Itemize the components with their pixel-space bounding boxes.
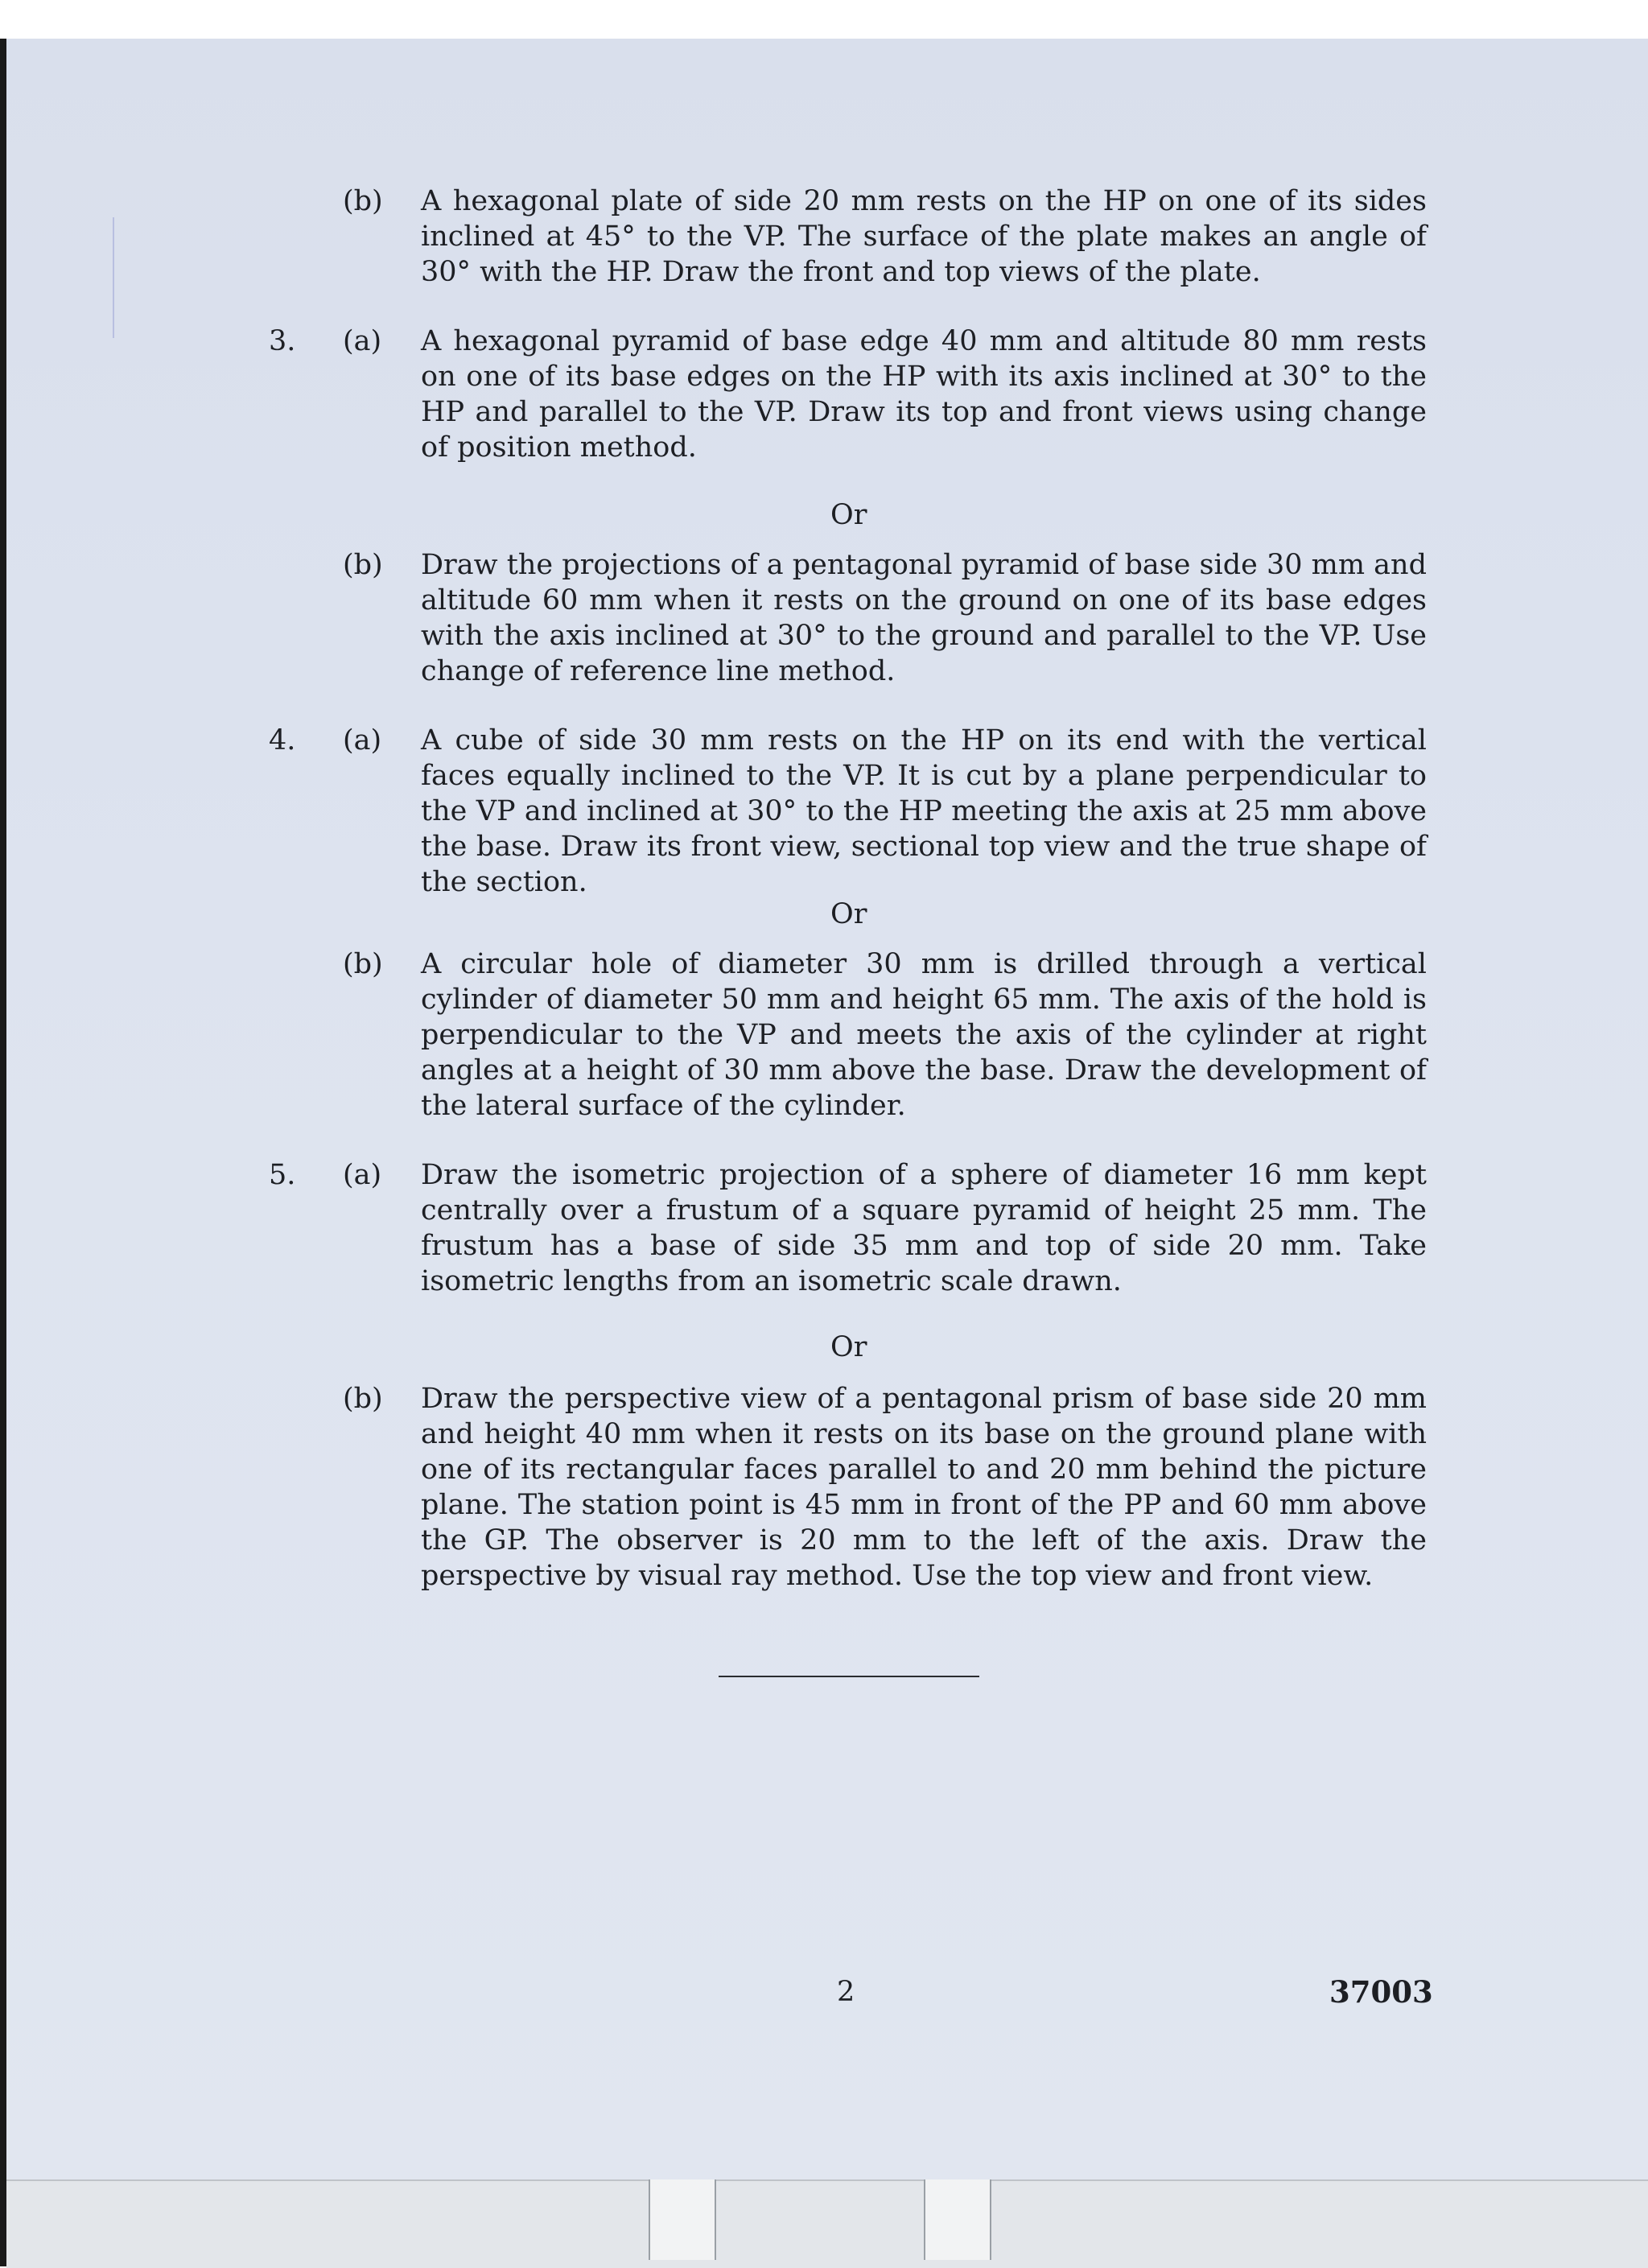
question-number: 4. (269, 724, 296, 757)
page-number: 2 (837, 1976, 855, 2008)
question-text: Draw the isometric projection of a sphere of diameter 16 mm kept centrally over a frustum of a square pyramid of height 25 mm. The frustum has a base of side 35 mm and top of side 20 mm. Take isometric lengths from an isometric scale drawn. (421, 1159, 1427, 1297)
question-number: 5. (269, 1159, 296, 1191)
question-text: A hexagonal pyramid of base edge 40 mm and altitude 80 mm rests on one of its base edges on the HP with its axis inclined at 30° to the HP and parallel to the VP. Draw its top and front views using change of position method. (421, 325, 1427, 464)
part-label: (b) (343, 185, 383, 217)
paper-code: 37003 (1329, 1974, 1433, 2010)
or-label: Or (830, 898, 867, 930)
scan-left-edge (0, 39, 6, 2266)
part-label: (a) (343, 1159, 382, 1191)
part-label: (b) (343, 948, 383, 980)
question-text: Draw the projections of a pentagonal pyramid of base side 30 mm and altitude 60 mm when it rests on the ground on one of its base edges with the axis inclined at 30° to the ground and parallel to the VP. Use change of reference line method. (421, 549, 1427, 687)
part-label: (a) (343, 724, 382, 757)
part-label: (b) (343, 1383, 383, 1415)
or-label: Or (830, 1331, 867, 1363)
question-text: Draw the perspective view of a pentagonal prism of base side 20 mm and height 40 mm when it rests on its base on the ground plane with one of its rectangular faces parallel to and 20 mm behind the picture plane. The station point is 45 mm in front of the PP and 60 mm above the GP. The observer is 20 mm to the left of the axis. Draw the perspective by visual ray method. Use the top view and front view. (421, 1383, 1427, 1592)
question-text: A hexagonal plate of side 20 mm rests on the HP on one of its sides inclined at 45° to the VP. The surface of the plate makes an angle of 30° with the HP. Draw the front and top views of the plate. (421, 185, 1427, 288)
or-label: Or (830, 499, 867, 531)
question-text: A circular hole of diameter 30 mm is drilled through a vertical cylinder of diameter 50 mm and height 65 mm. The axis of the hold is perpendicular to the VP and meets the axis of the cylinder at right angles at a height of 30 mm above the base. Draw the development of the lateral surface of the cylinder. (421, 948, 1427, 1122)
question-text: A cube of side 30 mm rests on the HP on its end with the vertical faces equally inclined to the VP. It is cut by a plane perpendicular to the VP and inclined at 30° to the HP meeting the axis at 25 mm above the base. Draw its front view, sectional top view and the true shape of the section. (421, 724, 1427, 898)
question-number: 3. (269, 325, 296, 357)
end-rule (719, 1676, 979, 1677)
part-label: (a) (343, 325, 382, 357)
part-label: (b) (343, 549, 383, 581)
margin-pen-mark (113, 217, 114, 338)
scan-bottom-tab (649, 2179, 716, 2260)
scan-bottom-tab (924, 2179, 991, 2260)
scan-bottom-strip (6, 2179, 1648, 2268)
